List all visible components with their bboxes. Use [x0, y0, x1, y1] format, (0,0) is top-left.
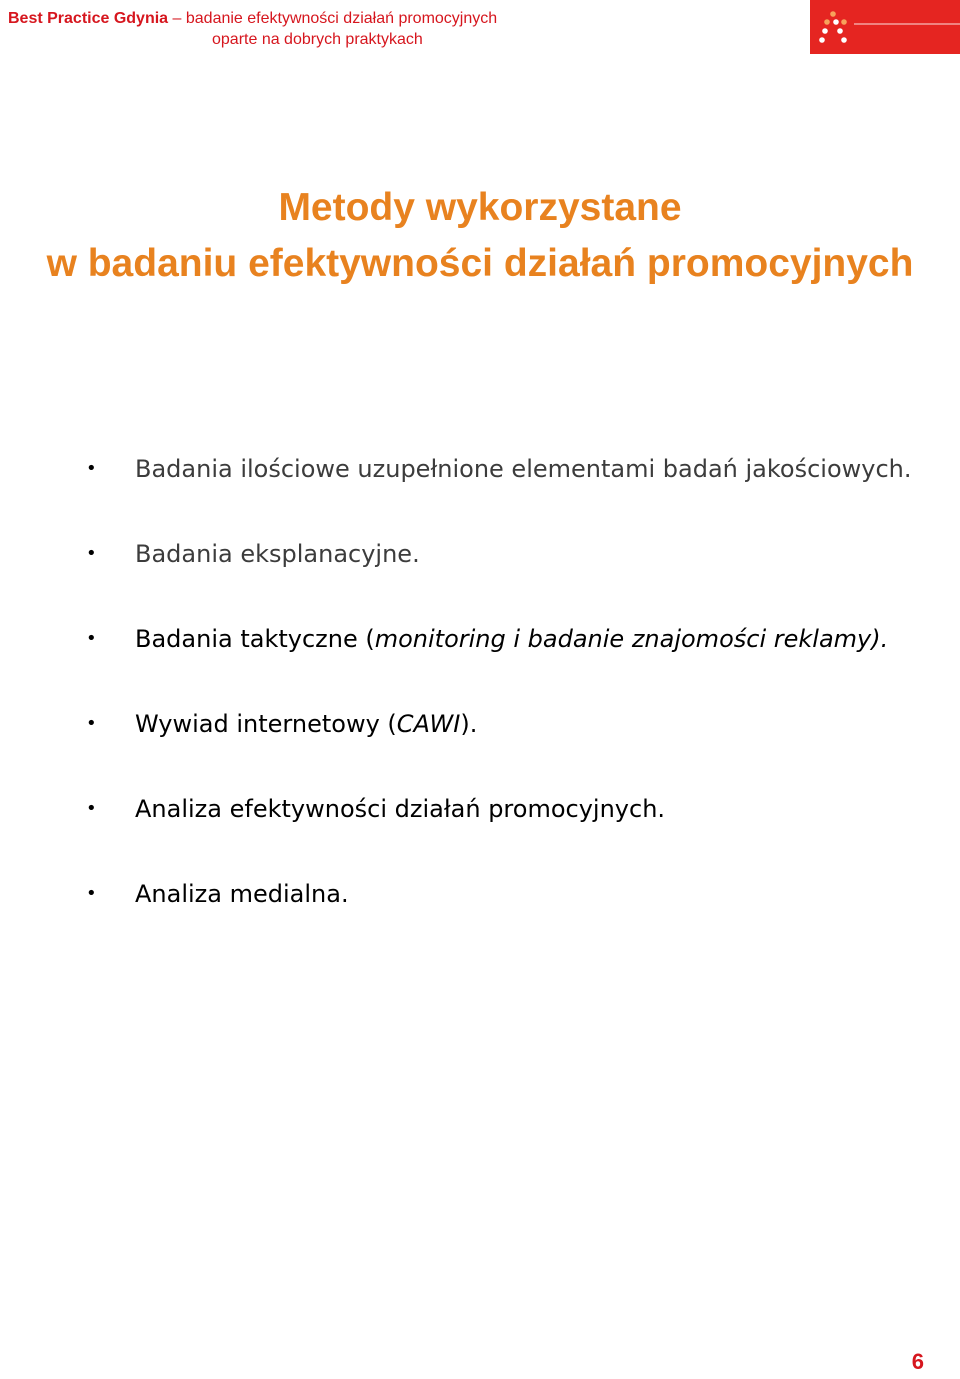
bullet-text: Analiza efektywności działań promocyjnych.: [135, 795, 666, 823]
title-line-1: Metody wykorzystane: [278, 186, 682, 229]
header-subtitle-line-2: oparte na dobrych praktykach: [212, 31, 423, 48]
page-number: 6: [911, 1349, 924, 1374]
header-subtitle: – badanie efektywności działań promocyjnych: [172, 10, 498, 27]
bullet-dot: •: [86, 798, 97, 819]
logo: [810, 0, 960, 54]
bullet-text-plain: Wywiad internetowy (: [135, 710, 397, 738]
bullet-text: Analiza medialna.: [135, 880, 349, 908]
bullet-text: [135, 703, 477, 745]
bullet-text-italic: monitoring i badanie znajomości reklamy).: [374, 625, 889, 653]
bullet-dot: •: [86, 543, 97, 564]
bullet-dot: •: [86, 628, 97, 649]
bullet-dot: •: [86, 713, 97, 734]
bullet-text-italic: CAWI: [396, 710, 461, 738]
page-title: [0, 180, 960, 292]
bullet-dot: •: [86, 883, 97, 904]
header-line-1: [8, 8, 497, 29]
bullet-text: Badania eksplanacyjne.: [135, 540, 420, 568]
dots-logo-icon: [810, 0, 960, 54]
bullet-text: [135, 618, 888, 660]
bullet-text-plain-end: ).: [460, 710, 478, 738]
bullet-dot: •: [86, 458, 97, 479]
bullet-text: Badania ilościowe uzupełnione elementami badań jakościowych.: [135, 455, 912, 483]
title-line-2: w badaniu efektywności działań promocyjnych: [46, 242, 914, 285]
bullet-text-plain: Badania taktyczne (: [135, 625, 375, 653]
header: [8, 8, 497, 50]
header-brand: Best Practice Gdynia: [8, 10, 169, 27]
